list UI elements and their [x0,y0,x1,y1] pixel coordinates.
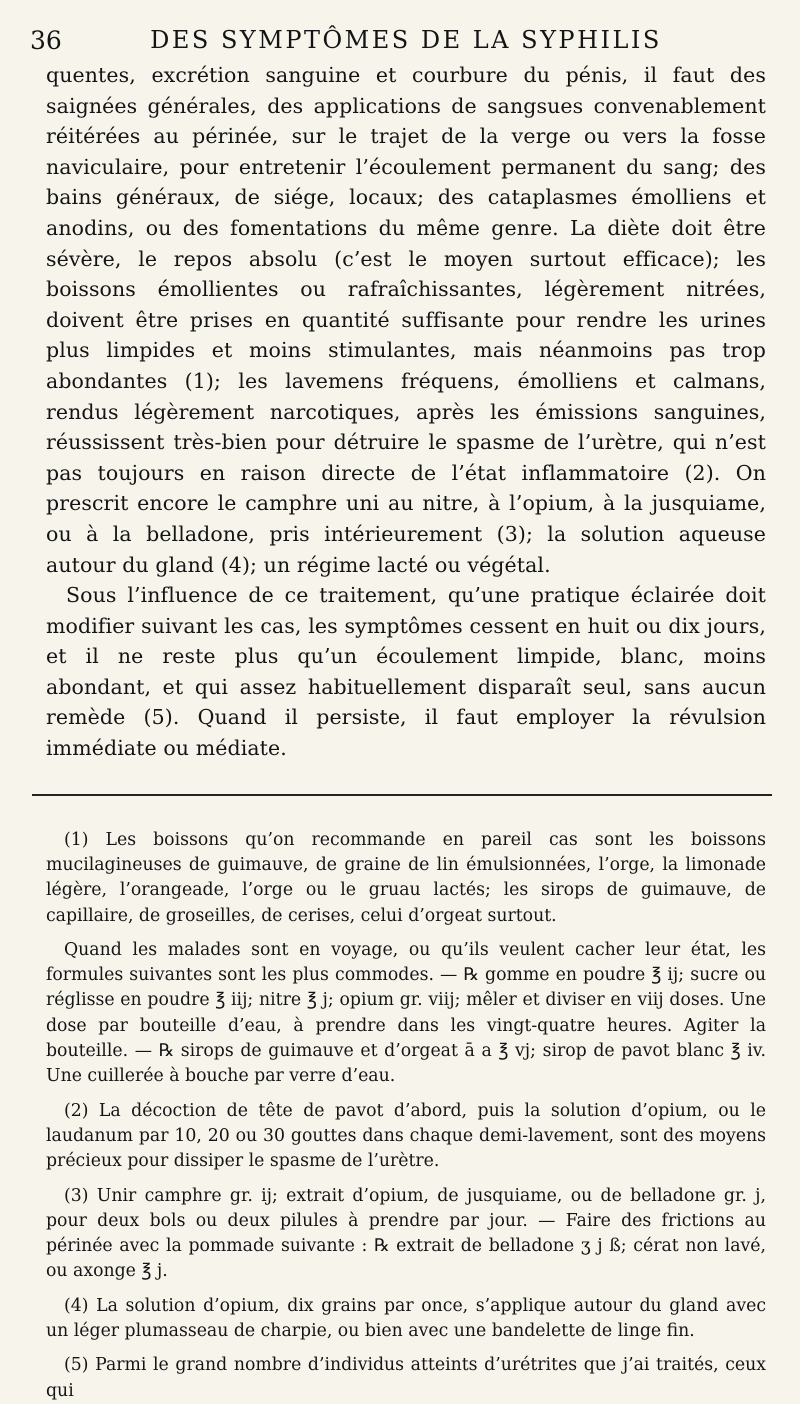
footnote-separator [32,794,772,796]
main-text [46,60,766,764]
footnote-4: (4) La solution d’opium, dix grains par once, s’applique autour du gland avec un léger plumasseau de charpie, ou bien avec une bandelette de linge fin. [46,1295,766,1341]
body-paragraph: Sous l’influence de ce traitement, qu’une pratique éclairée doit modifier suivant les cas, les symptômes cessent en huit ou dix jours, et il ne reste plus qu’un écoulement limpide, blanc, moins abondant, et qui assez habituellement disparaît seul, sans aucun remède (5). Quand il persiste, il faut employer la révulsion immédiate ou médiate. [46,583,766,761]
footnotes [46,828,766,1404]
running-title: DES SYMPTÔMES DE LA SYPHILIS [150,26,662,54]
footnote-5: (5) Parmi le grand nombre d’individus atteints d’urétrites que j’ai traités, ceux qui [46,1355,766,1401]
footnote-1-continued: Quand les malades sont en voyage, ou qu’ils veulent cacher leur état, les formules suivantes sont les plus commodes. — ℞ gomme en poudre ℥ ij; sucre ou réglisse en poudre ℥ iij; nitre ℥ j; opium gr. viij; mêler et diviser en viij doses. Une dose par bouteille d’eau, à prendre dans les vingt-quatre heures. Agiter la bouteille. — ℞ sirops de guimauve et d’orgeat ā a ℥ vj; sirop de pavot blanc ℥ iv. Une cuillerée à bouche par verre d’eau. [46,939,766,1087]
page-number: 36 [30,26,62,55]
body-paragraph: quentes, excrétion sanguine et courbure du pénis, il faut des saignées générales, des applications de sangsues convenablement réitérées au périnée, sur le trajet de la verge ou vers la fosse naviculaire, pour entretenir l’écoulement permanent du sang; des bains généraux, de siége, locaux; des cataplasmes émolliens et anodins, ou des fomentations du même genre. La diète doit être sévère, le repos absolu (c’est le moyen surtout efficace); les boissons émollientes ou rafraîchissantes, légèrement nitrées, doivent être prises en quantité suffisante pour rendre les urines plus limpides et moins stimulantes, mais néanmoins pas trop abondantes (1); les lavemens fréquens, émolliens et calmans, rendus légèrement narcotiques, après les émissions sanguines, réussissent très-bien pour détruire le spasme de l’urètre, qui n’est pas toujours en raison directe de l’état inflammatoire (2). On prescrit encore le camphre uni au nitre, à l’opium, à la jusquiame, ou à la belladone, pris intérieurement (3); la solution aqueuse autour du gland (4); un régime lacté ou végétal. [46,63,766,577]
footnote-2: (2) La décoction de tête de pavot d’abord, puis la solution d’opium, ou le laudanum par 10, 20 ou 30 gouttes dans chaque demi-lavement, sont des moyens précieux pour dissiper le spasme de l’urètre. [46,1100,766,1172]
footnote-1: (1) Les boissons qu’on recommande en pareil cas sont les boissons mucilagineuses de guimauve, de graine de lin émulsionnées, l’orge, la limonade légère, l’orangeade, l’orge ou le gruau lactés; les sirops de guimauve, de capillaire, de groseilles, de cerises, celui d’orgeat surtout. [46,829,766,926]
footnote-3: (3) Unir camphre gr. ij; extrait d’opium, de jusquiame, ou de belladone gr. j, pour deux bols ou deux pilules à prendre par jour. — Faire des frictions au périnée avec la pommade suivante : ℞ extrait de belladone ʒ j ß; cérat non lavé, ou axonge ℥ j. [46,1185,766,1282]
page-header [30,20,766,60]
